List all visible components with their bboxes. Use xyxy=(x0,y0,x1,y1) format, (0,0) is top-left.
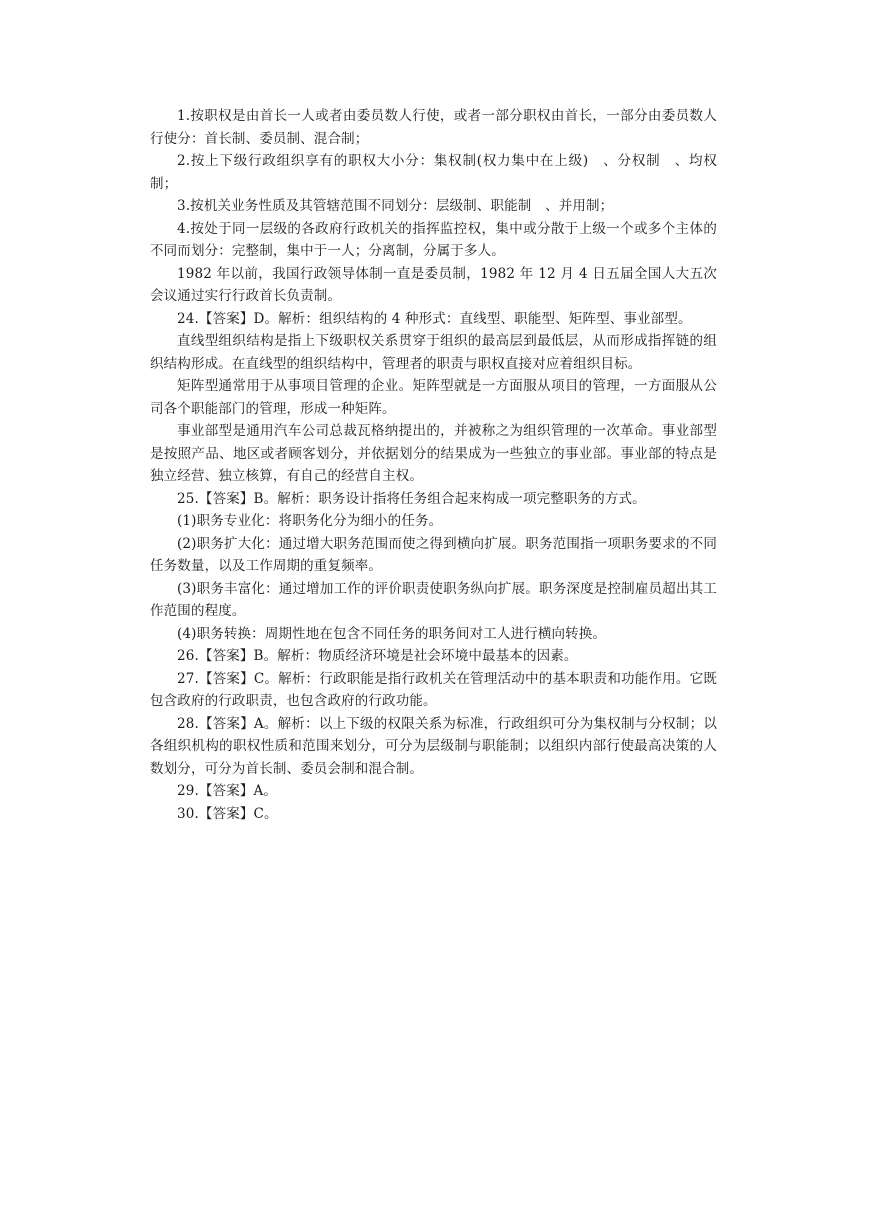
answer-27: 27.【答案】C。解析：行政职能是指行政机关在管理活动中的基本职责和功能作用。它既包含政府的行政职责，也包含政府的行政功能。 xyxy=(150,670,717,709)
answer-24: 24.【答案】D。解析：组织结构的 4 种形式：直线型、职能型、矩阵型、事业部型。 xyxy=(177,310,692,327)
paragraph-division-structure: 事业部型是通用汽车公司总裁瓦格纳提出的，并被称之为组织管理的一次革命。事业部型是按照产品、地区或者顾客划分，并依据划分的结果成为一些独立的事业部。事业部的特点是独立经营、独立核算，有自己的经营自主权。 xyxy=(150,423,717,484)
answer-26: 26.【答案】B。解析：物质经济环境是社会环境中最基本的因素。 xyxy=(177,648,578,664)
job-item-2: (2)职务扩大化：通过增大职务范围而使之得到横向扩展。职务范围指一项职务要求的不同任务数量，以及工作周期的重复频率。 xyxy=(150,535,717,574)
paragraph-4: 4.按处于同一层级的各政府行政机关的指挥监控权，集中或分散于上级一个或多个主体的不同而划分：完整制，集中于一人；分离制，分属于多人。 xyxy=(150,220,717,259)
job-item-4: (4)职务转换：周期性地在包含不同任务的职务间对工人进行横向转换。 xyxy=(177,625,607,642)
answer-29: 29.【答案】A。 xyxy=(177,783,278,799)
answer-28: 28.【答案】A。解析：以上下级的权限关系为标准，行政组织可分为集权制与分权制；以各组织机构的职权性质和范围来划分，可分为层级制与职能制；以组织内部行使最高决策的人数划分，可分为首长制、委员会制和混合制。 xyxy=(150,715,717,777)
paragraph-1: 1.按职权是由首长一人或者由委员数人行使，或者一部分职权由首长，一部分由委员数人行使分：首长制、委员制、混合制； xyxy=(150,108,717,147)
job-item-1: (1)职务专业化：将职务化分为细小的任务。 xyxy=(177,513,443,529)
answer-25: 25.【答案】B。解析：职务设计指将任务组合起来构成一项完整职务的方式。 xyxy=(177,490,646,507)
paragraph-line-structure: 直线型组织结构是指上下级职权关系贯穿于组织的最高层到最低层，从而形成指挥链的组织结构形成。在直线型的组织结构中，管理者的职责与职权直接对应着组织目标。 xyxy=(150,333,717,372)
document-body xyxy=(150,105,717,825)
answer-30: 30.【答案】C。 xyxy=(177,805,278,822)
paragraph-matrix-structure: 矩阵型通常用于从事项目管理的企业。矩阵型就是一方面服从项目的管理，一方面服从公司各个职能部门的管理，形成一种矩阵。 xyxy=(150,378,717,417)
job-item-3: (3)职务丰富化：通过增加工作的评价职责使职务纵向扩展。职务深度是控制雇员超出其工作范围的程度。 xyxy=(150,580,717,619)
paragraph-2: 2.按上下级行政组织享有的职权大小分：集权制(权力集中在上级) 、分权制 、均权制； xyxy=(150,153,717,192)
paragraph-3: 3.按机关业务性质及其管辖范围不同划分：层级制、职能制 、并用制； xyxy=(177,198,614,214)
paragraph-5: 1982 年以前，我国行政领导体制一直是委员制，1982 年 12 月 4 日五届全国人大五次会议通过实行行政首长负责制。 xyxy=(150,265,717,304)
